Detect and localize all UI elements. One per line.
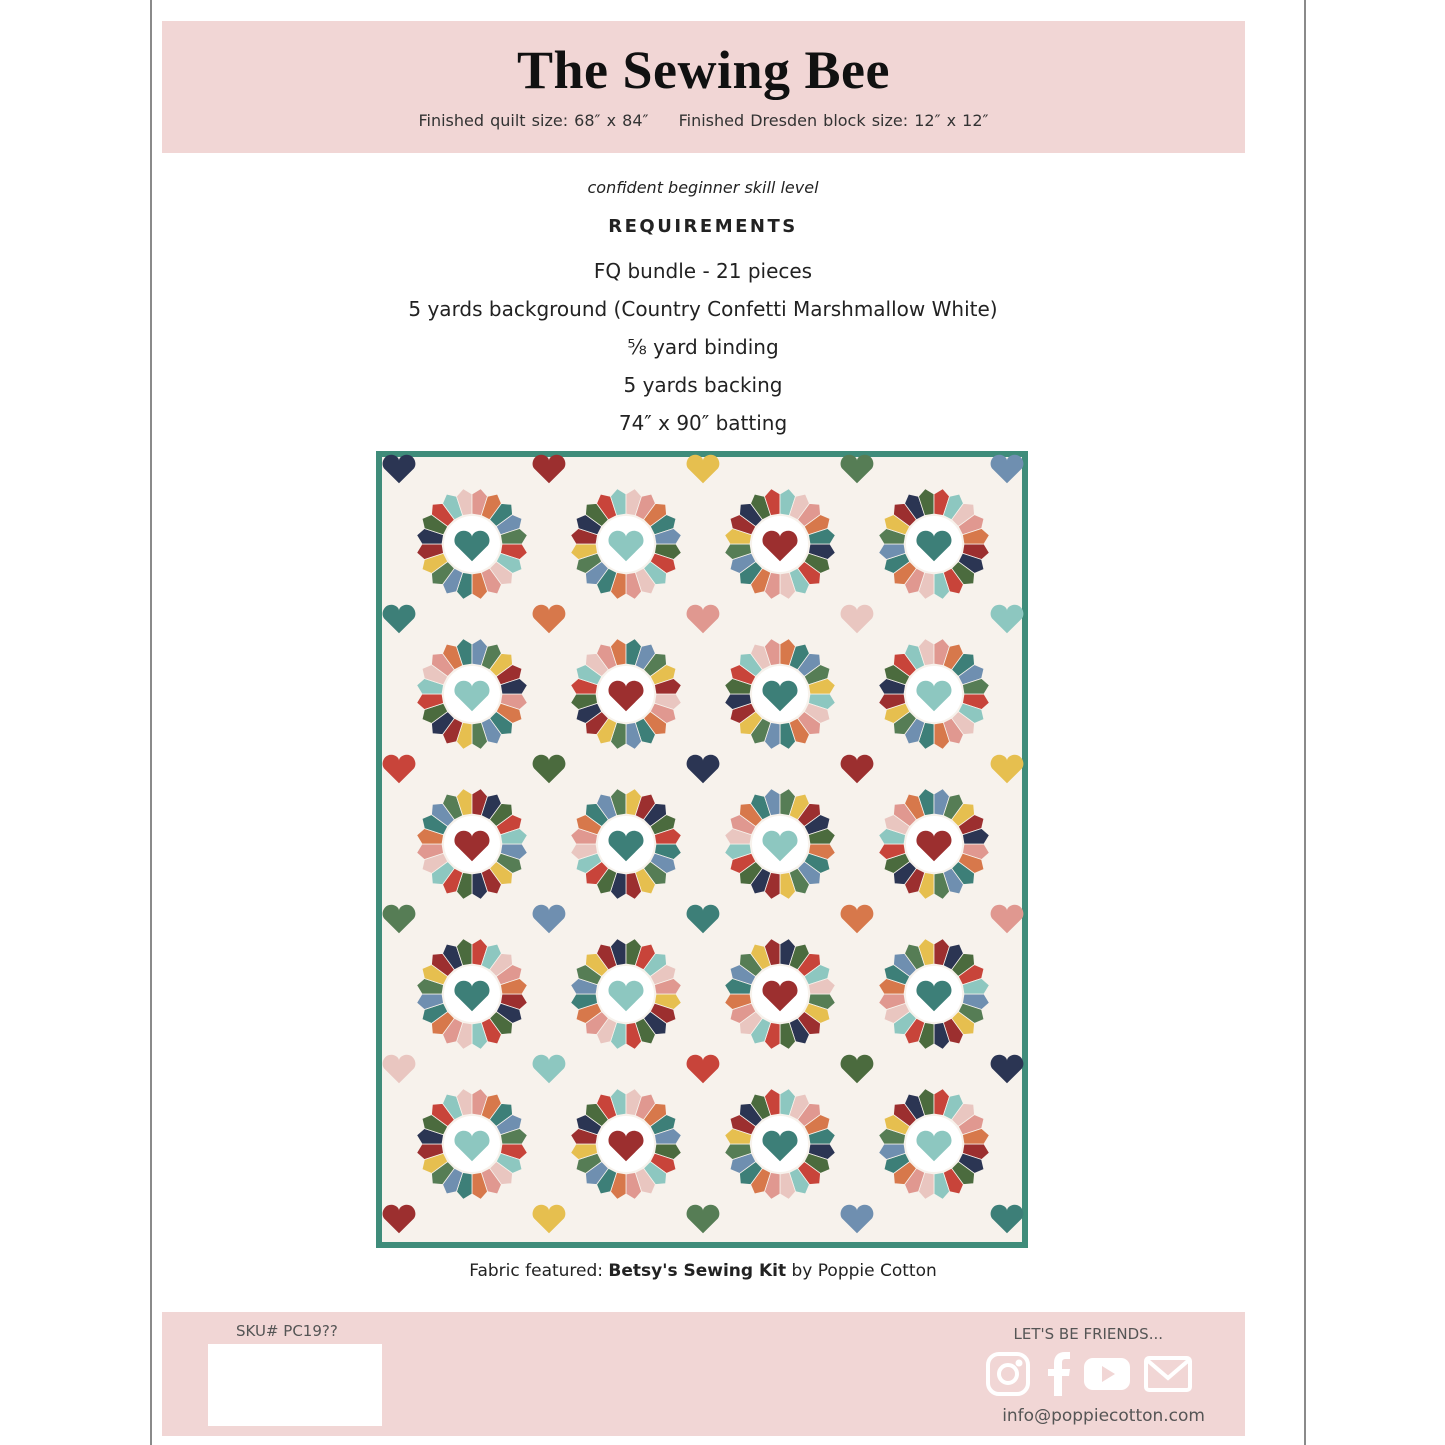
requirements-heading: REQUIREMENTS — [608, 216, 798, 237]
facebook-icon[interactable] — [1048, 1352, 1070, 1396]
quilt-illustration — [376, 451, 1028, 1248]
friends-label: LET'S BE FRIENDS... — [1013, 1325, 1163, 1343]
sku-label: SKU# PC19?? — [236, 1322, 338, 1340]
requirement-item: ⅝ yard binding — [627, 335, 779, 359]
barcode-box — [208, 1344, 382, 1426]
fabric-caption — [150, 1261, 1256, 1281]
social-icons — [984, 1350, 1194, 1398]
youtube-icon[interactable] — [1084, 1358, 1130, 1390]
quilt-size: Finished quilt size: 68″ x 84″ — [418, 111, 649, 130]
footer-band — [162, 1312, 1245, 1436]
requirement-item: 5 yards backing — [623, 373, 783, 397]
caption-suffix: by Poppie Cotton — [786, 1261, 937, 1281]
header-band — [162, 21, 1245, 153]
page-title: The Sewing Bee — [516, 40, 890, 100]
size-info — [162, 111, 1245, 130]
block-size: Finished Dresden block size: 12″ x 12″ — [678, 111, 989, 130]
instagram-icon[interactable] — [988, 1354, 1028, 1394]
requirements-list — [150, 256, 1256, 446]
requirement-item: 74″ x 90″ batting — [618, 411, 788, 435]
fabric-name: Betsy's Sewing Kit — [608, 1261, 787, 1281]
email-icon[interactable] — [1146, 1358, 1190, 1390]
caption-prefix: Fabric featured: — [469, 1261, 609, 1281]
requirement-item: 5 yards background (Country Confetti Marshmallow White) — [408, 297, 998, 321]
skill-level: confident beginner skill level — [587, 178, 819, 197]
requirement-item: FQ bundle - 21 pieces — [593, 259, 813, 283]
contact-email[interactable]: info@poppiecotton.com — [1002, 1406, 1205, 1426]
